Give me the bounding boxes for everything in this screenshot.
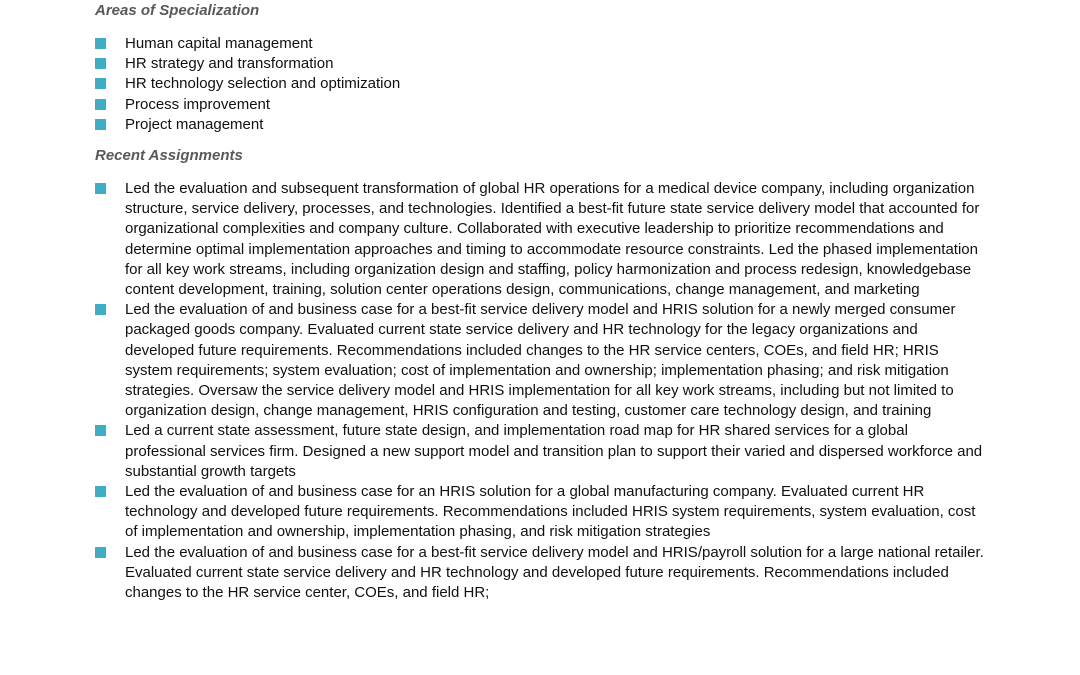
square-bullet-icon [95,547,106,558]
list-item-label: Human capital management [125,35,313,52]
assignment-item [95,300,985,421]
list-item-label: Process improvement [125,95,271,113]
assignment-text: Led the evaluation and subsequent transformation of global HR operations for a medical device company, including organization structure, service delivery, processes, and technologies. Identified a best-fit future state service delivery model that accounted for organizational complexities and company culture. Collaborated with executive leadership to prioritize recommendations and determine optimal implementation approaches and timing to accommodate resource constraints. Led the phased implementation for all key work streams, including organization design and staffing, policy harmonization and process redesign, knowledgebase content development, training, solution center operations design, communications, change management, and marketing [125,180,980,299]
square-bullet-icon [95,99,106,110]
square-bullet-icon [95,38,106,49]
list-item [95,74,985,94]
assignment-text: Led a current state assessment, future state design, and implementation road map for HR shared services for a global professional services firm. Designed a new support model and transition plan to support their varied and dispersed workforce and substantial growth targets [125,422,983,480]
list-item [95,54,985,74]
square-bullet-icon [95,304,106,315]
assignment-item [95,482,985,543]
areas-of-specialization-list [95,34,985,135]
section-heading-recent-assignments: Recent Assignments [95,147,243,165]
assignment-item [95,421,985,482]
assignment-text: Led the evaluation of and business case for an HRIS solution for a global manufacturing company. Evaluated current HR technology and developed future requirements. Recommendations included HRIS system requirements, system evaluation, cost of implementation and ownership, implementation phasing, and risk mitigation strategies [125,483,976,541]
list-item-label: Project management [125,115,264,133]
square-bullet-icon [95,486,106,497]
assignment-text: Led the evaluation of and business case for a best-fit service delivery model and HRIS solution for a newly merged consumer packaged goods company. Evaluated current state service delivery and HR technology for the legacy organizations and developed future requirements. Recommendations included changes to the HR service centers, COEs, and field HR; HRIS system requirements; system evaluation; cost of implementation and ownership; implementation phasing; and risk mitigation strategies. Oversaw the service delivery model and HRIS implementation for all key work streams, including but not limited to organization design, change management, HRIS configuration and testing, customer care technology design, and training [125,301,956,420]
square-bullet-icon [95,78,106,89]
square-bullet-icon [95,183,106,194]
assignment-text: Led the evaluation of and business case for a best-fit service delivery model and HRIS/payroll solution for a large national retailer. Evaluated current state service delivery and HR technology and developed future requirements. Recommendations included changes to the HR service center, COEs, and field HR; [125,543,984,602]
list-item-label: HR technology selection and optimization [125,75,401,93]
square-bullet-icon [95,58,106,69]
assignment-item [95,543,985,604]
section-heading-areas-of-specialization: Areas of Specialization [95,2,260,19]
assignment-item [95,179,985,300]
square-bullet-icon [95,119,106,130]
list-item [95,115,985,135]
list-item-label: HR strategy and transformation [125,55,334,73]
recent-assignments-list [95,179,985,603]
square-bullet-icon [95,425,106,436]
list-item [95,95,985,115]
list-item [95,34,985,54]
